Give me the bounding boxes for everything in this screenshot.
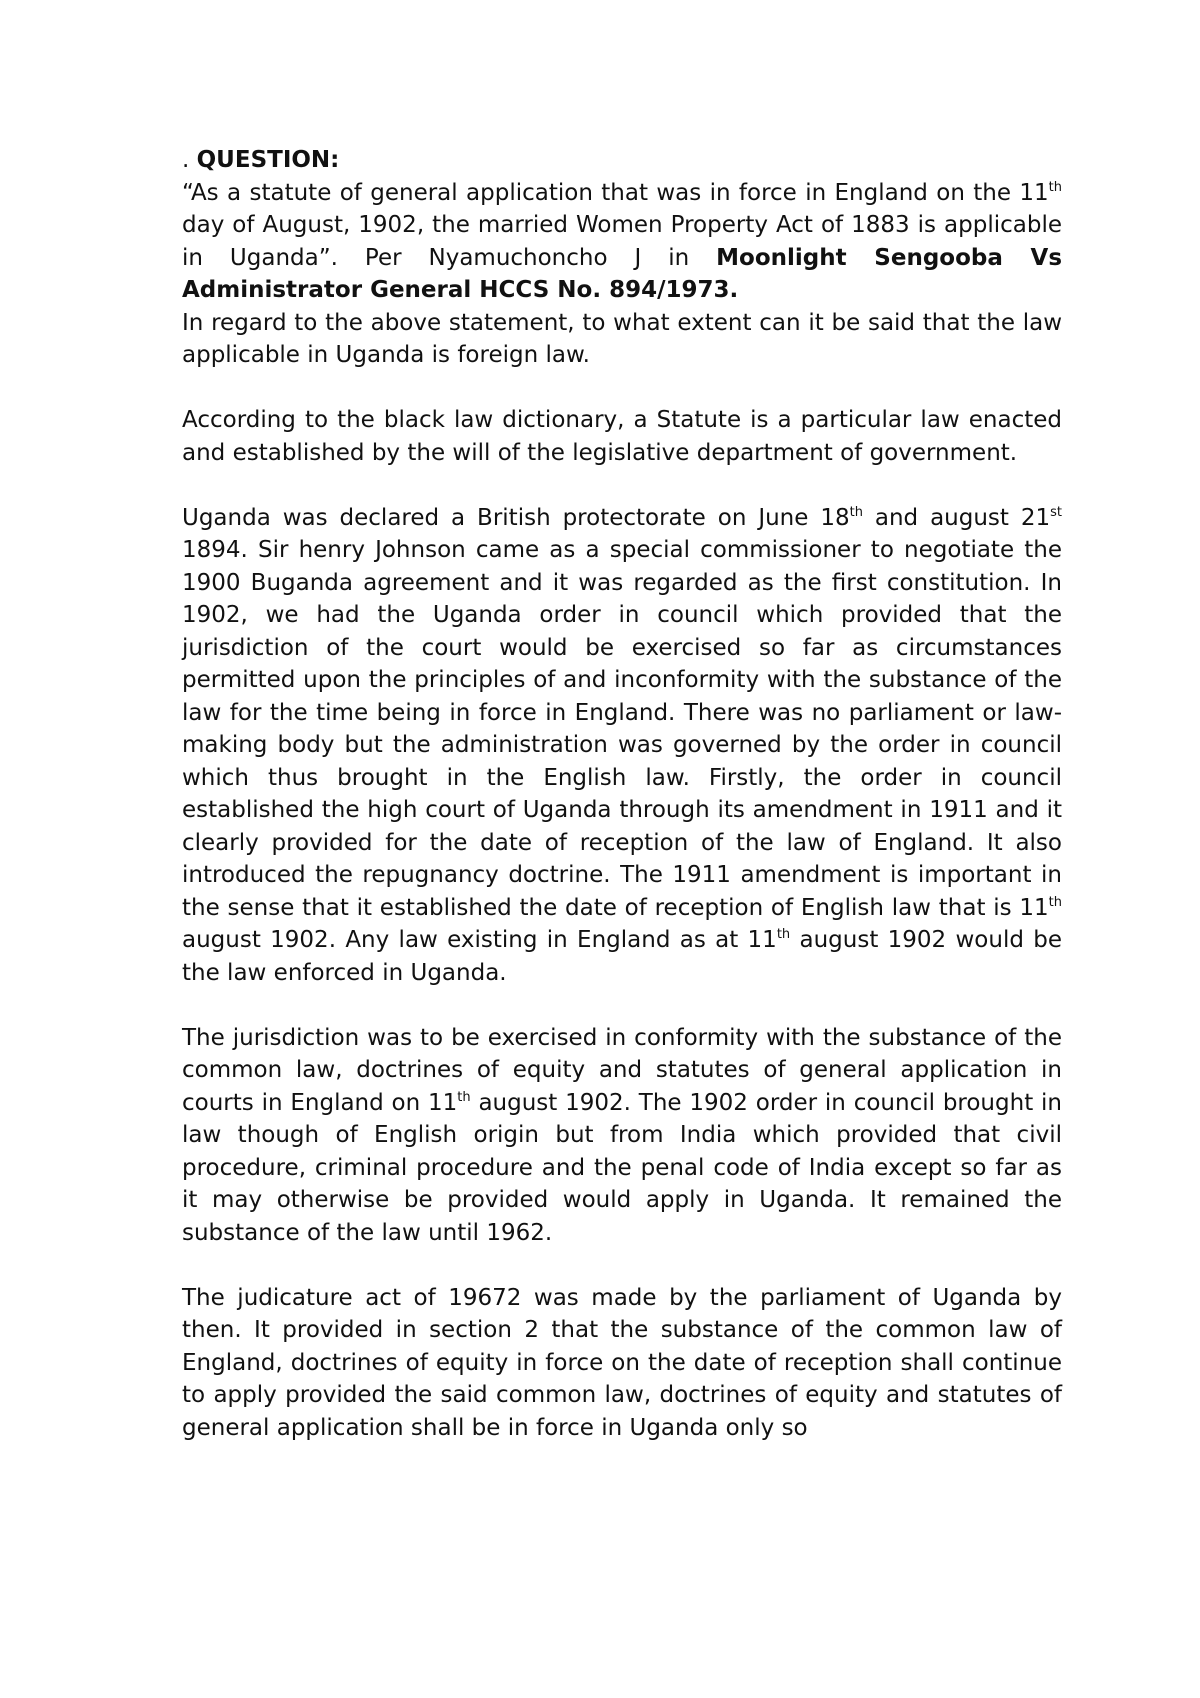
paragraph-judicature: The judicature act of 19672 was made by the parliament of Uganda by then. It provided in section 2 that the substance of the common law of England, doctrines of equity in force on the date of reception shall continue to apply provided the said common law, doctrines of equity and statutes of general application shall be in force in Uganda only so xyxy=(182,1284,1062,1441)
question-prompt: In regard to the above statement, to what extent can it be said that the law applicable in Uganda is foreign law. xyxy=(182,309,1062,368)
paragraph-history: Uganda was declared a British protectorate on June 18th and august 21st 1894. Sir henry Johnson came as a special commissioner to negotiate the 1900 Buganda agreement and it was regarded as the first constitution. In 1902, we had the Uganda order in council which provided that the jurisdiction of the court would be exercised so far as circumstances permitted upon the principles of and inconformity with the substance of the law for the time being in force in England. There was no parliament or law-making body but the administration was governed by the order in council which thus brought in the English law. Firstly, the order in council established the high court of Uganda through its amendment in 1911 and it clearly provided for the date of reception of the law of England. It also introduced the repugnancy doctrine. The 1911 amendment is important in the sense that it established the date of reception of English law that is 11th august 1902. Any law existing in England as at 11th august 1902 would be the law enforced in Uganda. xyxy=(182,504,1062,986)
case-citation: Moonlight Sengooba Vs Administrator General HCCS No. 894/1973. xyxy=(182,244,1063,303)
question-label: QUESTION: xyxy=(196,147,340,173)
paragraph-definition: According to the black law dictionary, a Statute is a particular law enacted and established by the will of the legislative department of government. xyxy=(182,407,1062,466)
question-block xyxy=(182,144,1062,372)
paragraph-jurisdiction: The jurisdiction was to be exercised in conformity with the substance of the common law, doctrines of equity and statutes of general application in courts in England on 11th august 1902. The 1902 order in council brought in law though of English origin but from India which provided that civil procedure, criminal procedure and the penal code of India except so far as it may otherwise be provided would apply in Uganda. It remained the substance of the law until 1962. xyxy=(182,1024,1062,1246)
question-heading: . QUESTION: xyxy=(182,147,340,173)
question-quote: “As a statute of general application that was in force in England on the 11th day of August, 1902, the married Women Property Act of 1883 is applicable in Uganda”. Per Nyamuchoncho J in Moonlight Sengooba Vs Administrator General HCCS No. 894/1973. xyxy=(182,179,1063,303)
document-page xyxy=(182,144,1062,1444)
